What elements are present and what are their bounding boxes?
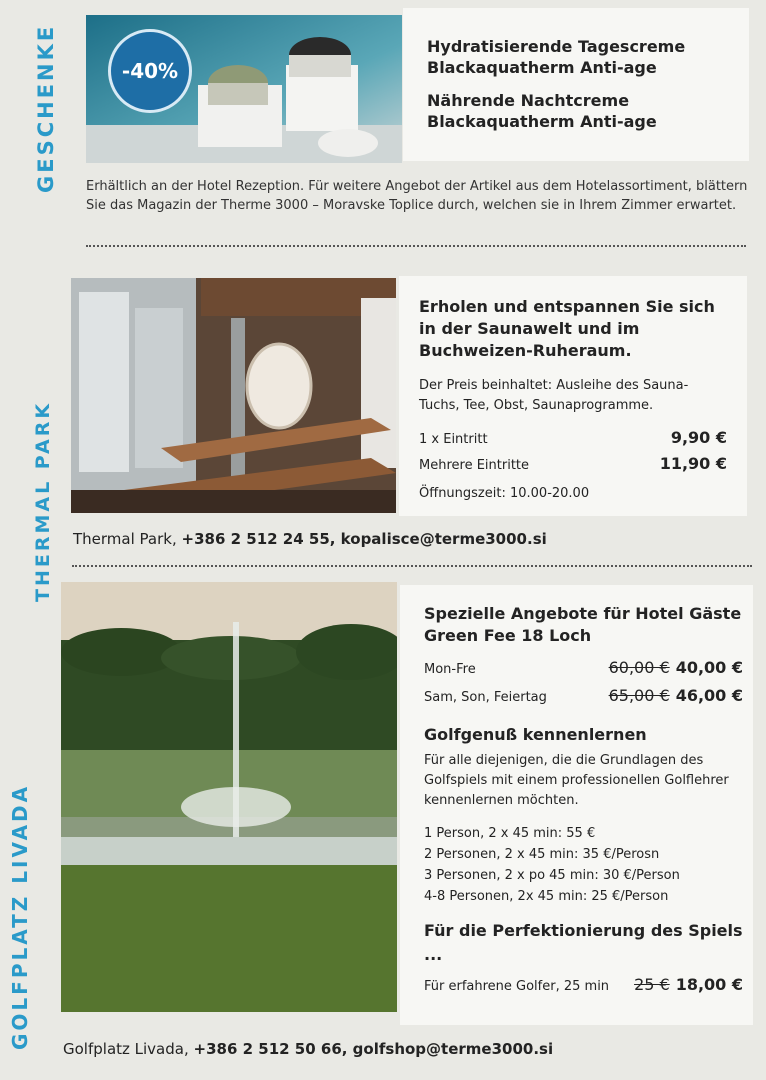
golf-card (400, 585, 753, 1025)
section-label-gifts: GESCHENKE (34, 23, 58, 193)
thermal-contact (73, 530, 547, 548)
lesson-item: 2 Personen, 2 x 45 min: 35 €/Perosn (424, 847, 660, 862)
lesson-item: 3 Personen, 2 x po 45 min: 30 €/Person (424, 868, 680, 883)
golf-heading: Spezielle Angebote für Hotel Gäste (424, 604, 742, 623)
fee-new-price: 46,00 € (675, 686, 743, 705)
golf-photo (61, 582, 397, 1012)
intro-text: Für alle diejenigen, die die Grundlagen des Golfspiels mit einem professionellen Golflehrer kennenlernen möchten. (424, 753, 729, 808)
section-label-thermal: THERMAL PARK (32, 400, 54, 602)
golf-contact-name: Golfplatz Livada, (63, 1040, 194, 1058)
price-value: 9,90 € (670, 428, 727, 447)
price-row-single (419, 426, 727, 452)
gifts-info-text: Erhältlich an der Hotel Rezeption. Für weitere Angebot der Artikel aus dem Hotelassortiment, blättern Sie das Magazin der Therme 3000 – Moravske Toplice durch, welchen sie in Ihrem Zimmer erwartet. (86, 179, 748, 213)
price-value: 11,90 € (659, 454, 727, 473)
sauna-photo (71, 278, 396, 513)
fee-label: Mon-Fre (424, 662, 476, 677)
fee-row-weekday (424, 655, 743, 683)
fee-new-price: 40,00 € (675, 658, 743, 677)
price-row-multiple (419, 452, 727, 478)
cosmetics-photo (86, 15, 402, 163)
thermal-card (399, 276, 747, 516)
divider-1 (86, 245, 746, 247)
product-day-cream: Hydratisierende Tagescreme Blackaquatherm Anti-age (427, 37, 686, 77)
perfect-new-price: 18,00 € (675, 975, 743, 994)
gifts-card (403, 8, 749, 161)
discount-badge: -40% (108, 29, 192, 113)
lesson-item: 1 Person, 2 x 45 min: 55 € (424, 826, 596, 841)
green-fee-heading: Green Fee 18 Loch (424, 626, 592, 645)
perfect-row (424, 973, 743, 999)
perfect-label: Für erfahrene Golfer, 25 min (424, 979, 610, 994)
perfect-old-price: 25 € (634, 975, 670, 994)
fee-old-price: 60,00 € (608, 658, 670, 677)
intro-heading: Golfgenuß kennenlernen (424, 725, 647, 744)
golf-contact (63, 1040, 553, 1058)
lesson-item: 4-8 Personen, 2x 45 min: 25 €/Person (424, 889, 669, 904)
thermal-includes: Der Preis beinhaltet: Ausleihe des Sauna-Tuchs, Tee, Obst, Saunaprogramme. (419, 378, 689, 413)
thermal-contact-name: Thermal Park, (73, 530, 182, 548)
product-night-cream: Nährende Nachtcreme Blackaquatherm Anti-age (427, 91, 657, 131)
fee-old-price: 65,00 € (608, 686, 670, 705)
perfect-heading: Für die Perfektionierung des Spiels ... (424, 921, 743, 964)
fee-label: Sam, Son, Feiertag (424, 690, 547, 705)
section-label-golf: GOLFPLATZ LIVADA (8, 783, 32, 1050)
thermal-contact-details: +386 2 512 24 55, kopalisce@terme3000.si (181, 530, 547, 548)
thermal-heading: Erholen und entspannen Sie sich in der Saunawelt und im Buchweizen-Ruheraum. (419, 297, 715, 360)
opening-hours: Öffnungszeit: 10.00-20.00 (419, 486, 590, 501)
fee-row-weekend (424, 683, 743, 711)
price-label: 1 x Eintritt (419, 432, 488, 447)
golf-contact-details: +386 2 512 50 66, golfshop@terme3000.si (193, 1040, 554, 1058)
divider-2 (72, 565, 752, 567)
price-label: Mehrere Eintritte (419, 458, 530, 473)
